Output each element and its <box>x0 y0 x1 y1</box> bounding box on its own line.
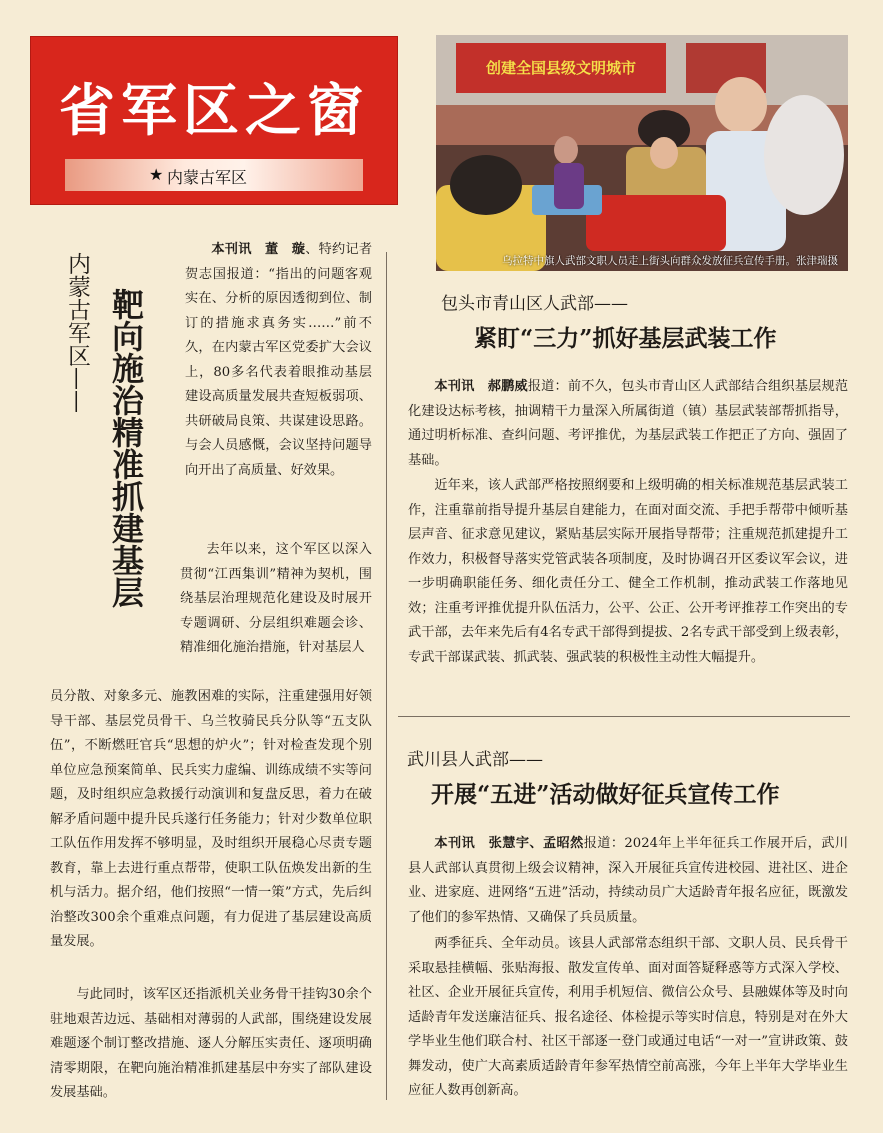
column-divider <box>386 252 387 1100</box>
masthead-title: 省军区之窗 <box>59 78 369 144</box>
bottom-right-headline: 开展“五进”活动做好征兵宣传工作 <box>431 781 780 808</box>
left-article-paragraph-3: 与此同时，该军区还指派机关业务骨干挂钩30余个驻地艰苦边远、基础相对薄弱的人武部，围绕建设发展难题逐个制订整改措施、逐人分解压实责任、逐项明确清零期限，在靶向施治精准抓建基层中夯实了部队建设发展基础。 <box>50 987 372 1100</box>
top-right-paragraph-2: 近年来，该人武部严格按照纲要和上级明确的相关标准规范基层武装工作，注重靠前指导提升基层自建能力，在面对面交流、手把手帮带中倾听基层声音、征求意见建议，紧贴基层实际开展指导帮带；注重规范抓建提升工作效力，积极督导落实党管武装各项制度，及时协调召开区委议军会议，进一步明确职能任务、细化责任分工、健全工作机制，推动武装工作落地见效；注重考评推优提升队伍活力，公平、公正、公开考评推荐工作突出的专武干部，去年来先后有4名专武干部得到提拔、2名专武干部受到上级表彰，专武干部谋武装、抓武装、强武装的积极性主动性大幅提升。 <box>408 478 848 665</box>
star-icon: ★ <box>149 165 164 184</box>
left-article-paragraph-1 <box>185 238 372 483</box>
left-article-paragraph-2a: 去年以来，这个军区以深入贯彻“江西集训”精神为契机，围绕基层治理规范化建设及时展开专题调研、分层组织难题会诊、精准细化施治措施，针对基层人 <box>180 542 372 655</box>
masthead <box>30 36 398 205</box>
top-right-kicker: 包头市青山区人武部—— <box>441 294 628 314</box>
top-right-headline: 紧盯“三力”抓好基层武装工作 <box>474 325 777 352</box>
bottom-right-byline: 本刊讯 张慧宇、孟昭然 <box>434 836 584 851</box>
left-article-p1-text: 、特约记者贺志国报道：“指出的问题客观实在、分析的原因透彻到位、制订的措施求真务实……”前不久，在内蒙古军区党委扩大会议上，80多名代表着眼推动基层建设高质量发展共查短板弱项、共研破局良策、共谋建设思路。与会人员感慨，会议坚持问题导向开出了高质量、好效果。 <box>185 242 373 478</box>
top-right-paragraph-1 <box>408 375 848 473</box>
left-article-kicker: 内蒙古军区—— <box>64 252 90 413</box>
bottom-right-paragraph-2: 两季征兵、全年动员。该县人武部常态组织干部、文职人员、民兵骨干采取悬挂横幅、张贴海报、散发宣传单、面对面答疑释惑等方式深入学校、社区、企业开展征兵宣传，利用手机短信、微信公众号、县融媒体等及时向适龄青年发送廉洁征兵、报名途径、体检提示等实时信息，特别是对在外大学毕业生他们联合村、社区干部逐一登门或通过电话“一对一”宣讲政策、鼓舞发动，使广大高素质适龄青年参军热情空前高涨，今年上半年大学毕业生应征人数再创新高。 <box>408 936 848 1098</box>
top-right-p1-text: 报道：前不久，包头市青山区人武部结合组织基层规范化建设达标考核，抽调精干力量深入所属街道（镇）基层武装部帮抓指导，通过明析标准、查纠问题、考评推优，为基层武装工作把正了方向、强固了基础。 <box>408 379 849 468</box>
bottom-right-p1-text: 报道：2024年上半年征兵工作展开后，武川县人武部认真贯彻上级会议精神，深入开展征兵宣传进校园、进社区、进企业、进家庭、进网络“五进”活动，持续动员广大适龄青年报名应征，既激发了他们的参军热情、又确保了兵员质量。 <box>408 836 849 925</box>
section-divider <box>398 716 850 717</box>
top-right-byline: 本刊讯 郝鹏威 <box>434 379 528 394</box>
photo-caption: 乌拉特中旗人武部文职人员走上街头向群众发放征兵宣传手册。张津瑞摄 <box>502 255 838 267</box>
bottom-right-kicker: 武川县人武部—— <box>407 750 543 770</box>
left-article-paragraph-2b: 员分散、对象多元、施教困难的实际，注重建强用好领导干部、基层党员骨干、乌兰牧骑民兵分队等“五支队伍”，不断燃旺官兵“思想的炉火”；针对检查发现个别单位应急预案简单、民兵实力虚编、训练成绩不实等问题，及时组织应急救援行动演训和复盘反思，着力在破解矛盾问题中提升民兵遂行任务能力；针对少数单位职工队伍作用发挥不够明显，及时组织开展稳心尽责专题教育，靠上去进行重点帮带，使职工队伍焕发出新的生机与活力。据介绍，他们按照“一情一策”方式，先后纠治整改300余个重难点问题，有力促进了基层建设高质量发展。 <box>50 689 372 949</box>
left-article-headline: 靶向施治精准抓建基层 <box>107 288 145 608</box>
photo-banner-text: 创建全国县级文明城市 <box>485 59 637 77</box>
photo-illustration <box>436 35 848 271</box>
masthead-subtitle: 内蒙古军区 <box>167 168 248 187</box>
left-article-byline: 本刊讯 董 璇 <box>211 242 306 257</box>
bottom-right-paragraph-1 <box>408 832 848 930</box>
news-photo <box>436 35 848 271</box>
